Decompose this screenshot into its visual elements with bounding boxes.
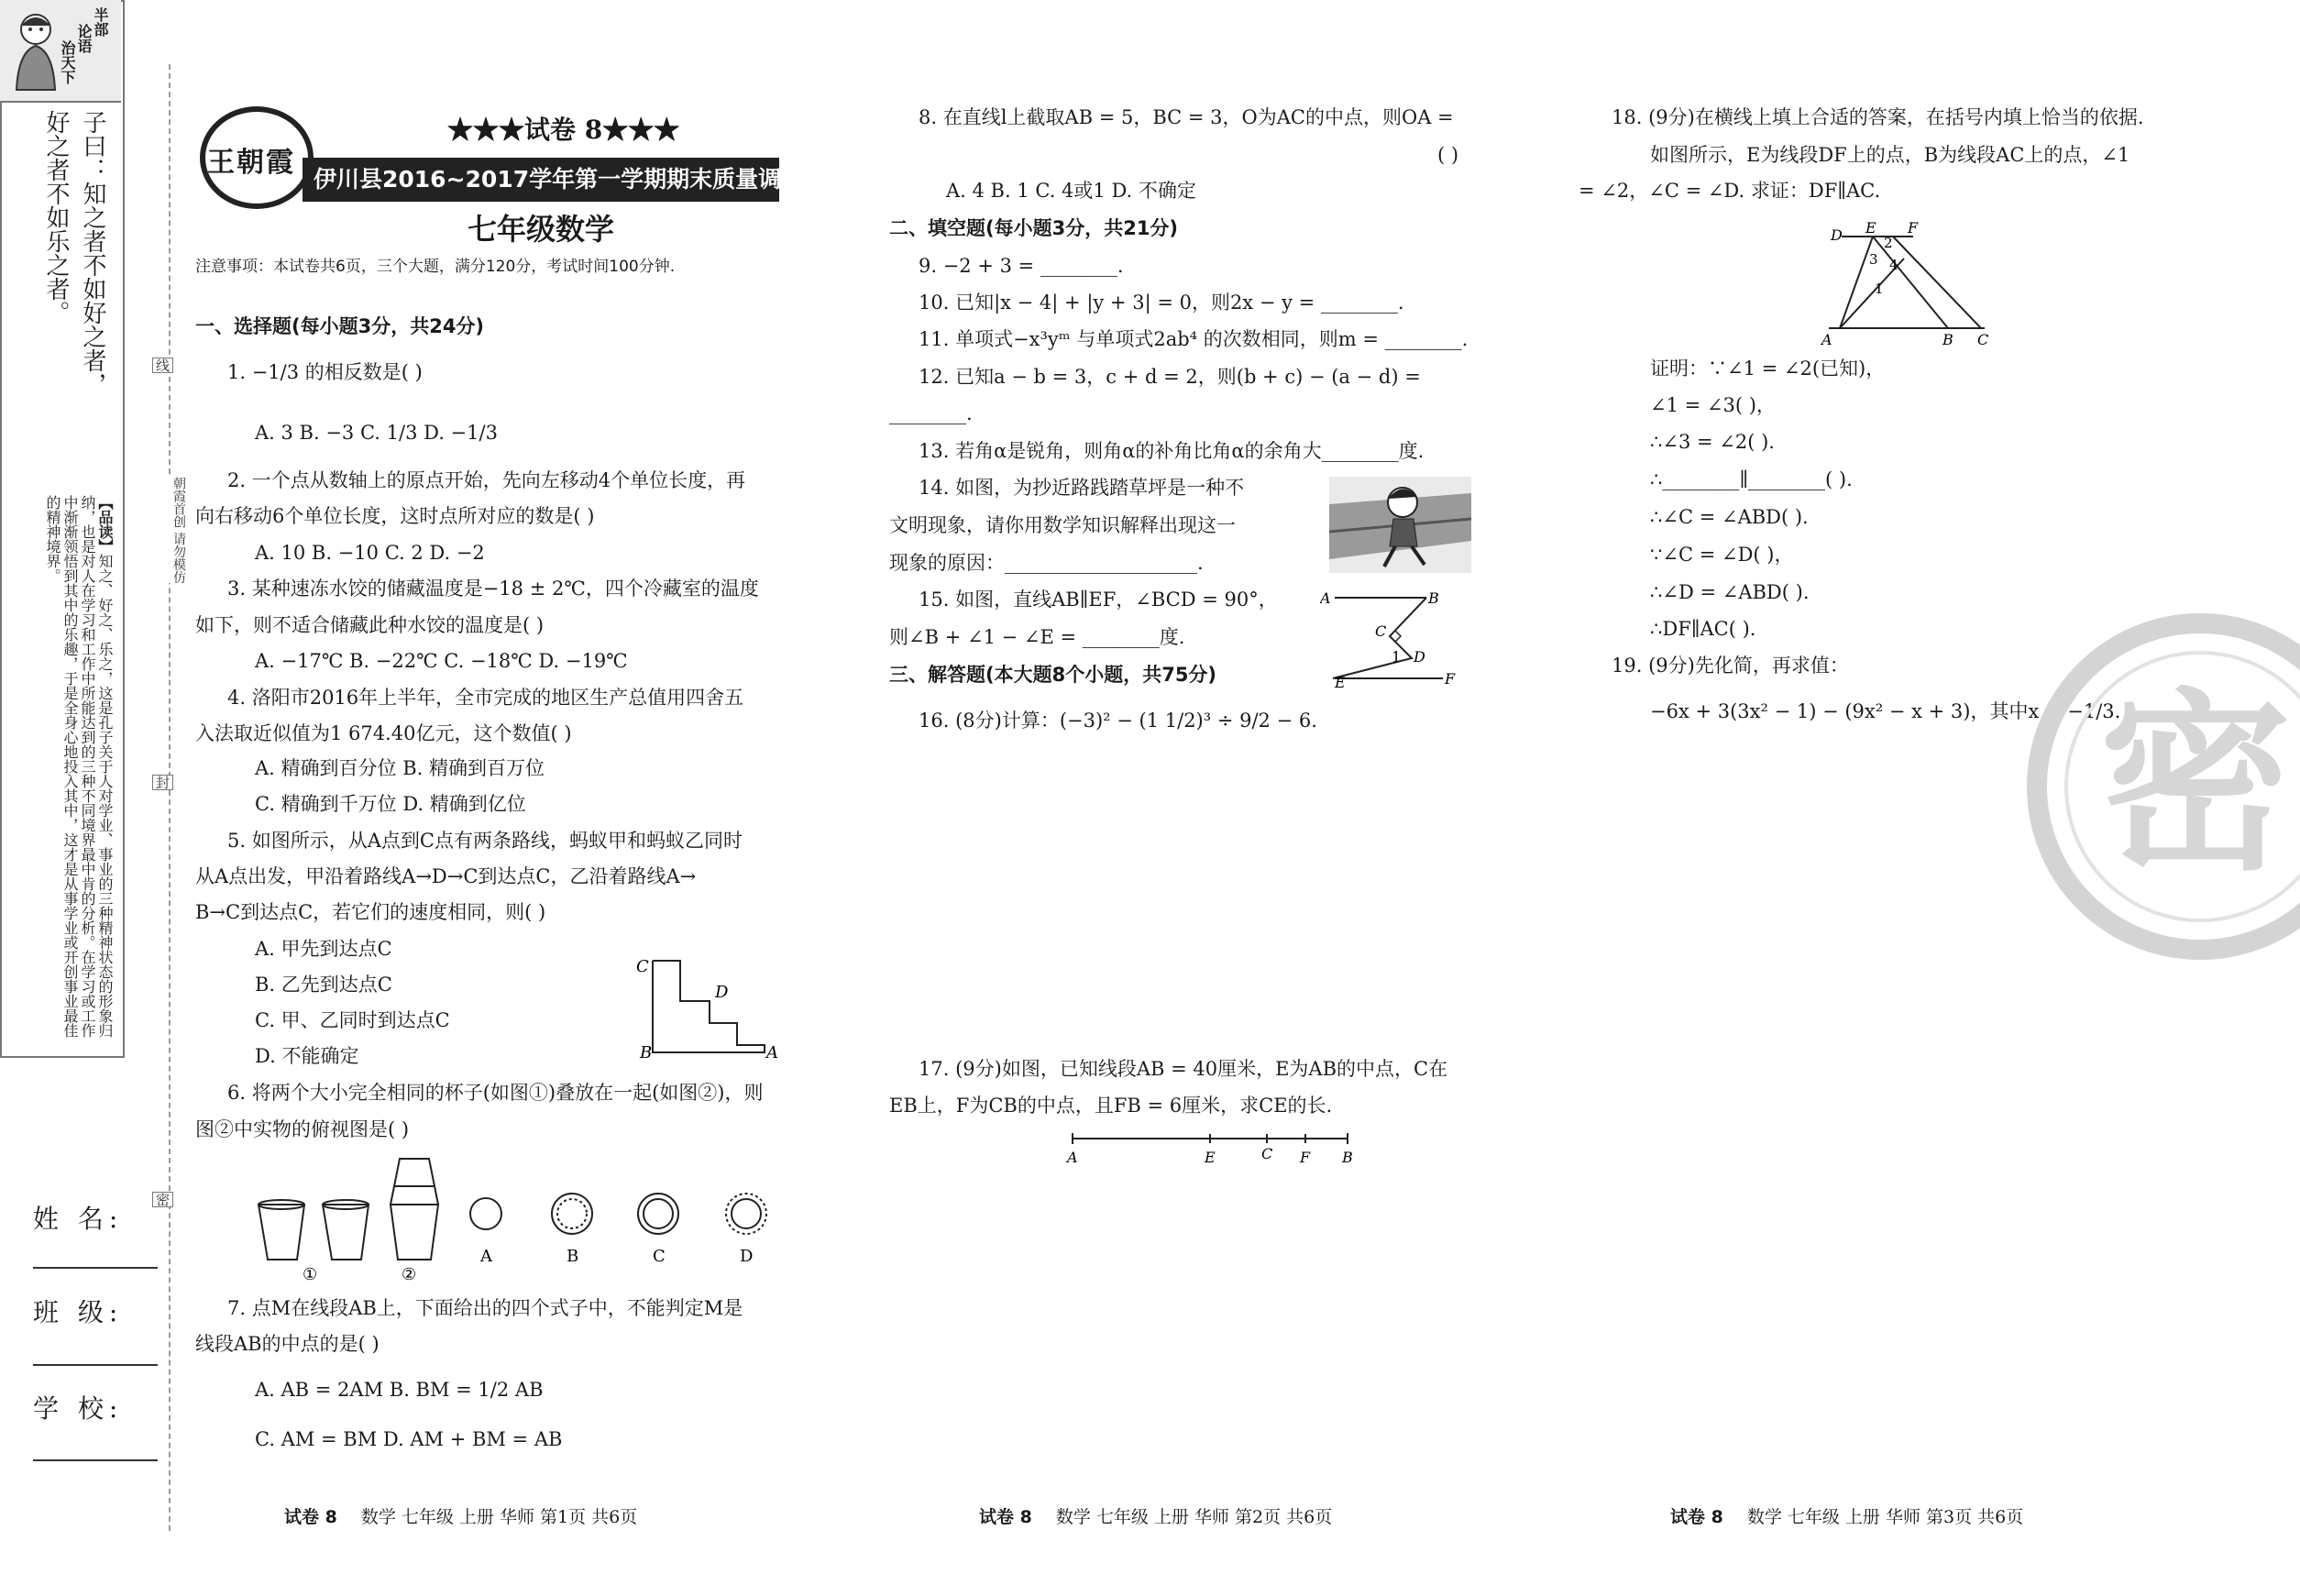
q18-label-c: C: [1977, 331, 1989, 347]
proof-line-5: ∴∠C = ∠ABD( ).: [1650, 506, 1809, 528]
q7-stem-1: 7. 点M在线段AB上，下面给出的四个式子中，不能判定M是: [227, 1297, 743, 1319]
q18-stem-1: 18. (9分)在横线上填上合适的答案，在括号内填上恰当的依据.: [1612, 106, 2144, 128]
q18-label-angle4: 4: [1889, 257, 1898, 273]
q6-label-fig1: ①: [303, 1265, 318, 1282]
q7-stem-2: 线段AB的中点的是( ): [195, 1333, 380, 1355]
q17-segment-figure: [1063, 1126, 1357, 1166]
q5-label-c: C: [636, 957, 649, 976]
fold-note-secret: 密: [152, 1192, 173, 1207]
q10: 10. 已知|x − 4| + |y + 3| = 0，则2x − y = ________.: [919, 292, 1404, 314]
q17-label-c: C: [1261, 1145, 1273, 1162]
q3-stem-2: 如下，则不适合储藏此种水饺的温度是( ): [195, 614, 545, 636]
q17-label-e: E: [1205, 1149, 1216, 1166]
q14-stem-2: 文明现象，请你用数学知识解释出现这一: [889, 514, 1236, 536]
q12-blank: ________.: [889, 402, 973, 424]
fold-dashed-line: [169, 64, 171, 1531]
quote-line-1: 子曰：知之者不如好之者，: [79, 110, 106, 396]
q6-stem-1: 6. 将两个大小完全相同的杯子(如图①)叠放在一起(如图②)，则: [227, 1082, 764, 1104]
secret-watermark-stamp: [2017, 612, 2300, 970]
sidebar-header: [0, 0, 121, 103]
q11: 11. 单项式−x³yᵐ 与单项式2ab⁴ 的次数相同，则m = ________.: [919, 328, 1469, 350]
fold-note-line: 线: [152, 358, 173, 373]
footer-1-info: 数学 七年级 上册 华师 第1页 共6页: [360, 1507, 638, 1527]
q7-options-1: A. AB = 2AM B. BM = 1/2 AB: [255, 1379, 544, 1401]
q18-stem-3: = ∠2，∠C = ∠D. 求证：DF∥AC.: [1579, 180, 1881, 202]
proof-line-3: ∴∠3 = ∠2( ).: [1650, 431, 1775, 453]
confucius-figure-icon: [6, 7, 66, 95]
q4-options-1: A. 精确到百分位 B. 精确到百万位: [255, 757, 545, 779]
motto-1: 半部: [92, 7, 109, 37]
exam-title-banner: 伊川县2016~2017学年第一学期期末质量调研检测试卷: [303, 158, 779, 202]
motto-2: 论语: [75, 24, 93, 53]
q14-lawn-cartoon: [1329, 477, 1471, 573]
q18-label-f: F: [1908, 219, 1919, 237]
q5-stem-1: 5. 如图所示，从A点到C点有两条路线，蚂蚁甲和蚂蚁乙同时: [227, 830, 743, 852]
q6-option-b-label: B: [567, 1247, 579, 1266]
review-text: 知之、好之、乐之，这是孔子关于人对学业、事业的三种精神状态的形象归纳，也是对人在学习和工作中所能达到的三种不同境界最中肯的分析。在学习或工作中渐渐领悟到其中的乐趣，于是全身心地投入其中，这才是从事学业或开创事业最佳的精神境界。: [44, 495, 114, 1038]
notice-text: 注意事项：本试卷共6页，三个大题，满分120分，考试时间100分钟.: [195, 258, 676, 276]
q3-stem-1: 3. 某种速冻水饺的储藏温度是−18 ± 2℃，四个冷藏室的温度: [227, 578, 759, 600]
footer-3-paper: 试卷 8: [1670, 1507, 1723, 1527]
q18-stem-2: 如图所示，E为线段DF上的点，B为线段AC上的点，∠1: [1650, 144, 2130, 166]
q8-options: A. 4 B. 1 C. 4或1 D. 不确定: [946, 180, 1196, 202]
q4-stem-1: 4. 洛阳市2016年上半年，全市完成的地区生产总值用四舍五: [227, 687, 744, 709]
class-line[interactable]: [33, 1364, 158, 1366]
proof-line-6: ∵∠C = ∠D( )，: [1650, 544, 1794, 566]
q15-parallel-figure: [1320, 585, 1467, 695]
proof-line-8: ∴DF∥AC( ).: [1650, 618, 1756, 640]
q14-stem-1: 14. 如图，为抄近路践踏草坪是一种不: [919, 477, 1245, 499]
section-1-heading: 一、选择题(每小题3分，共24分): [195, 315, 485, 337]
q15-label-d: D: [1414, 648, 1425, 666]
q2-options: A. 10 B. −10 C. 2 D. −2: [255, 542, 485, 564]
footer-page-3: [1670, 1503, 2023, 1528]
proof-line-4: ∴________∥________( ).: [1650, 468, 1853, 490]
school-label: 学 校:: [33, 1393, 124, 1424]
section-2-heading: 二、填空题(每小题3分，共21分): [889, 217, 1179, 239]
q18-label-angle3: 3: [1869, 251, 1878, 268]
q16: 16. (8分)计算：(−3)² − (1 1/2)³ ÷ 9/2 − 6.: [919, 710, 1317, 732]
q12-stem: 12. 已知a − b = 3，c + d = 2，则(b + c) − (a − d) =: [919, 366, 1421, 388]
q15-label-angle1: 1: [1392, 648, 1402, 666]
q14-stem-3: 现象的原因：____________________.: [889, 552, 1204, 574]
footer-page-2: [979, 1503, 1332, 1528]
class-label: 班 级:: [33, 1297, 124, 1327]
fold-note-seal: 封: [152, 775, 173, 790]
q5-option-b: B. 乙先到达点C: [255, 974, 392, 996]
q5-stem-2: 从A点出发，甲沿着路线A→D→C到达点C，乙沿着路线A→: [195, 865, 697, 887]
footer-2-info: 数学 七年级 上册 华师 第2页 共6页: [1055, 1507, 1333, 1527]
footer-1-paper: 试卷 8: [284, 1507, 337, 1527]
q15-label-c: C: [1375, 622, 1387, 640]
section-3-heading: 三、解答题(本大题8个小题，共75分): [889, 664, 1217, 686]
q1-stem: 1. −1/3 的相反数是( ): [227, 361, 423, 383]
q17-label-f: F: [1300, 1149, 1311, 1166]
paper-number: ★★★试卷 8★★★: [447, 115, 680, 145]
fold-note-claim: 朝霞首创 请勿模仿: [153, 477, 186, 583]
q5-option-d: D. 不能确定: [255, 1045, 359, 1067]
q6-option-d-label: D: [740, 1247, 754, 1266]
q6-label-fig2: ②: [402, 1265, 417, 1282]
q15-label-b: B: [1428, 589, 1439, 607]
name-label: 姓 名:: [33, 1204, 124, 1234]
q6-option-c-label: C: [653, 1247, 666, 1266]
q8-answer-paren: ( ): [1437, 144, 1459, 166]
q15-label-e: E: [1335, 674, 1346, 691]
brand-logo-text: 王朝霞: [207, 147, 295, 179]
q7-options-2: C. AM = BM D. AM + BM = AB: [255, 1428, 563, 1450]
q4-stem-2: 入法取近似值为1 674.40亿元，这个数值( ): [195, 722, 572, 744]
q15-label-a: A: [1320, 589, 1331, 607]
q5-label-a: A: [766, 1043, 778, 1062]
footer-3-info: 数学 七年级 上册 华师 第3页 共6页: [1746, 1507, 2024, 1527]
q18-label-e: E: [1865, 219, 1876, 237]
q5-option-a: A. 甲先到达点C: [255, 938, 392, 960]
q15-label-f: F: [1445, 670, 1456, 688]
q17-stem-1: 17. (9分)如图，已知线段AB = 40厘米，E为AB的中点，C在: [919, 1058, 1448, 1080]
q9: 9. −2 + 3 = ________.: [919, 255, 1124, 277]
q5-label-d: D: [715, 983, 729, 1002]
q19-stem: 19. (9分)先化简，再求值：: [1612, 655, 1849, 677]
left-sidebar: [0, 0, 125, 1058]
proof-line-2: ∠1 = ∠3( )，: [1650, 394, 1776, 416]
quote-line-2: 好之者不如乐之者。: [42, 110, 70, 325]
q15-stem-1: 15. 如图，直线AB∥EF，∠BCD = 90°，: [919, 589, 1278, 611]
q18-label-angle1: 1: [1875, 281, 1884, 297]
q8-stem-1: 8. 在直线l上截取AB = 5，BC = 3，O为AC的中点，则OA =: [919, 106, 1454, 128]
q1-options: A. 3 B. −3 C. 1/3 D. −1/3: [255, 422, 498, 444]
q6-cups-figure: [248, 1153, 770, 1282]
q18-label-d: D: [1831, 226, 1843, 244]
q5-staircase-figure: [634, 953, 790, 1063]
q18-label-angle2: 2: [1884, 235, 1893, 251]
q18-parallel-figure: [1820, 216, 2003, 347]
grade-title: 七年级数学: [468, 212, 615, 247]
q18-label-b: B: [1942, 331, 1953, 347]
motto-3: 治天下: [59, 40, 76, 84]
q2-stem-2: 向右移动6个单位长度，这时点所对应的数是( ): [195, 505, 595, 527]
review-tag: 【品读】: [96, 495, 114, 554]
q17-label-a: A: [1067, 1149, 1078, 1166]
footer-2-paper: 试卷 8: [979, 1507, 1032, 1527]
q17-stem-2: EB上，F为CB的中点，且FB = 6厘米，求CE的长.: [889, 1095, 1333, 1117]
review-block: [6, 495, 114, 1045]
q17-label-b: B: [1342, 1149, 1353, 1166]
q5-option-c: C. 甲、乙同时到达点C: [255, 1009, 450, 1031]
q15-stem-2: 则∠B + ∠1 − ∠E = ________度.: [889, 626, 1185, 648]
q6-option-a-label: A: [480, 1247, 492, 1266]
q5-stem-3: B→C到达点C，若它们的速度相同，则( ): [195, 901, 546, 923]
q19-expression: −6x + 3(3x² − 1) − (9x² − x + 3)，其中x = −1/3.: [1650, 700, 2121, 722]
q18-label-a: A: [1821, 331, 1832, 347]
q4-options-2: C. 精确到千万位 D. 精确到亿位: [255, 793, 526, 815]
school-line[interactable]: [33, 1459, 158, 1461]
q2-stem-1: 2. 一个点从数轴上的原点开始，先向左移动4个单位长度，再: [227, 469, 746, 491]
proof-line-1: 证明：∵∠1 = ∠2(已知)，: [1650, 358, 1886, 380]
q13: 13. 若角α是锐角，则角α的补角比角α的余角大________度.: [919, 440, 1425, 462]
watermark-char: 密: [2099, 670, 2293, 897]
q5-label-b: B: [640, 1043, 653, 1062]
q3-options: A. −17℃ B. −22℃ C. −18℃ D. −19℃: [255, 650, 628, 672]
name-line[interactable]: [33, 1267, 158, 1269]
proof-line-7: ∴∠D = ∠ABD( ).: [1650, 581, 1810, 603]
footer-page-1: [284, 1503, 637, 1528]
q6-stem-2: 图②中实物的俯视图是( ): [195, 1118, 410, 1140]
